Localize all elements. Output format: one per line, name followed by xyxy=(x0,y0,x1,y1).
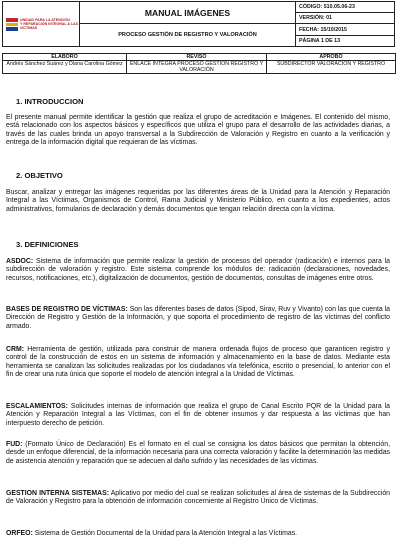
definition-escalamientos xyxy=(6,403,390,428)
definition-asdoc xyxy=(6,258,390,283)
intro-heading: 1. INTRODUCCION xyxy=(16,97,84,106)
aprobo-value: SUBDIRECTOR VALORACIÓN Y REGISTRO xyxy=(267,61,396,74)
objective-paragraph: Buscar, analizar y entregar las imágenes requeridas por las diferentes áreas de la Unidad para la Atención y Reparación Integral a las Víctimas, Organismos de Control, Rama Judicial y Ministerio Público, en cuanto a los expedientes, actos administrativos, formularios de declaración y demás documentos que tengan relación directa con la víctima. xyxy=(6,189,390,213)
reviso-value: ENLACE INTEGRA PROCESO GESTIÓN REGISTRO Y VALORACIÓN xyxy=(127,61,267,74)
aprobo-header: APROBÓ xyxy=(267,54,396,61)
definition-term: CRM: xyxy=(6,346,24,353)
definition-term: BASES DE REGISTRO DE VÍCTIMAS: xyxy=(6,306,128,313)
definition-fud xyxy=(6,441,390,466)
definition-text: Solicitudes internas de información que realiza el grupo de Canal Escrito PQR de la Unidad para la Atención y Reparación Integral a las Víctimas, con el fin de obtener insumos y dar respuesta a las víctimas que han interpuesto derecho de petición. xyxy=(6,403,390,427)
definition-term: FUD: xyxy=(6,441,23,448)
reviso-header: REVISÓ xyxy=(127,54,267,61)
approval-table xyxy=(2,53,396,74)
flag-icon xyxy=(6,18,18,31)
logo-text: UNIDAD PARA LA ATENCIÓN Y REPARACIÓN INTEGRAL A LAS VÍCTIMAS xyxy=(20,17,79,31)
elaboro-header: ELABORÓ xyxy=(3,54,127,61)
definition-term: GESTION INTERNA SISTEMAS: xyxy=(6,490,110,497)
definition-term: ORFEO: xyxy=(6,530,33,537)
definition-term: ASDOC: xyxy=(6,258,34,265)
elaboro-value: Andrés Sánchez Suárez y Diana Carolina Gómez xyxy=(3,61,127,74)
document-title: MANUAL IMÁGENES xyxy=(80,2,296,24)
definition-gestion-interna xyxy=(6,490,390,507)
definition-term: ESCALAMIENTOS: xyxy=(6,403,68,410)
objective-heading: 2. OBJETIVO xyxy=(16,171,63,180)
document-subtitle: PROCESO GESTIÓN DE REGISTRO Y VALORACIÓN xyxy=(80,24,296,47)
unidad-victimas-logo xyxy=(3,2,79,46)
definition-bases-registro xyxy=(6,306,390,331)
definition-text: Son las diferentes bases de datos (Sipod, Sirav, Ruv y Vivanto) con las que cuenta la Dirección de Registro y Gestión de la Información, y que soporta el procedimiento de registro de las víctimas del conflicto armado. xyxy=(6,306,391,330)
definition-text: Herramienta de gestión, utilizada para construir de manera ordenada flujos de proceso que garanticen registro y control de la construcción de estos en un sistema de información y almacenamiento en la base de datos. Mediante esta herramienta se canalizan las solicitudes realizadas por los ciudadanos vía telefónica, escrito o presencial, lo anterior con el fin de crear una ruta única que soporte el modelo de atención integral a la Unidad de Víctimas. xyxy=(6,346,390,378)
document-version: VERSIÓN: 01 xyxy=(296,13,395,24)
definition-orfeo xyxy=(6,530,390,538)
definition-crm xyxy=(6,346,390,379)
definition-text: Aplicativo por medio del cual se realizan solicitudes al área de sistemas de la Subdirección de Valoración y Registro para la obtención de información concerniente al Registro Único de Víctimas. xyxy=(6,490,390,506)
definitions-heading: 3. DEFINICIONES xyxy=(16,240,79,249)
definition-text: Sistema de información que permite realizar la gestión de procesos del operador (radicación) e internos para la subdirección de valoración y registro. Este sistema comprende los módulos de: radicación (declaraciones, novedades, recursos, notificaciones, etc.), digitalización de documentos, gestión de documentos, consultas de imágenes entre otros. xyxy=(6,258,390,282)
document-header xyxy=(2,1,395,47)
definition-text: Sistema de Gestión Documental de la Unidad para la Atención Integral a las Víctimas. xyxy=(32,530,298,537)
document-page-number: PÁGINA 1 DE 13 xyxy=(296,36,395,47)
definition-text: (Formato Único de Declaración) Es el formato en el cual se consigna los datos básicos que permitan la obtención, desde un enfoque diferencial, de la información necesaria para una correcta valoración y facilite la determinación las medidas de asistencia atención y reparación que se adecuen al daño sufrido y las necesidades de las víctimas. xyxy=(6,441,390,465)
logo-cell xyxy=(3,2,80,47)
document-date: FECHA: 15/10/2015 xyxy=(296,24,395,36)
document-code: CÓDIGO: 510.05.06-23 xyxy=(296,2,395,13)
intro-paragraph: El presente manual permite identificar la gestión que realiza el grupo de acreditación e Imágenes. El contenido del mismo, está relacionado con los aspectos básicos y específicos que utiliza el grupo para el desarrollo de las actividades diarias, a través de las cuales brinda un apoyo transversal a la Subdirección de Valoración y Registro en cuanto a la verificación y entrega de la información digital que requieran de las víctimas. xyxy=(6,114,390,146)
